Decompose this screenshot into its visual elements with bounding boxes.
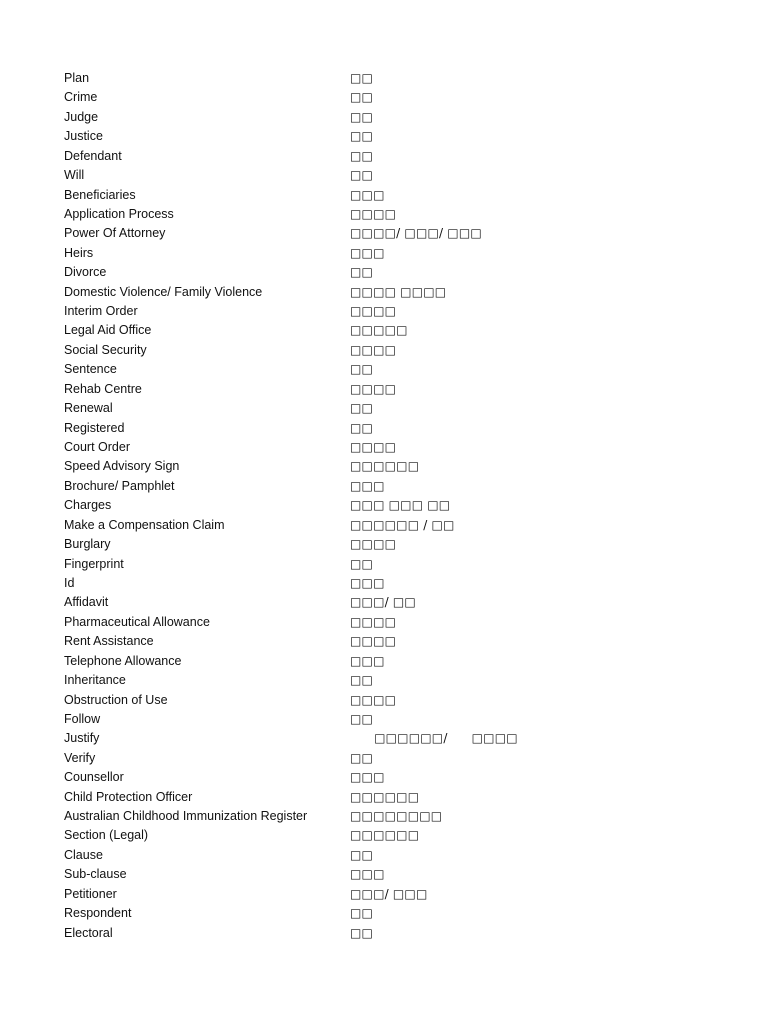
term-cell: Crime	[64, 90, 98, 105]
glossary-row	[64, 108, 704, 127]
translation-cell: □□	[350, 420, 374, 435]
term-cell: Electoral	[64, 925, 113, 940]
translation-cell: □□	[350, 148, 374, 163]
term-cell: Telephone Allowance	[64, 653, 182, 668]
translation-cell: □□	[350, 265, 374, 280]
glossary-row	[64, 535, 704, 554]
term-cell: Obstruction of Use	[64, 692, 168, 707]
term-cell: Application Process	[64, 206, 174, 221]
translation-cell: □□□□	[350, 614, 397, 629]
glossary-row	[64, 710, 704, 729]
glossary-row	[64, 749, 704, 768]
term-cell: Justice	[64, 129, 103, 144]
translation-cell: □□□□□	[350, 323, 408, 338]
term-cell: Sub-clause	[64, 867, 127, 882]
term-cell: Brochure/ Pamphlet	[64, 478, 175, 493]
glossary-row	[64, 399, 704, 418]
term-cell: Defendant	[64, 148, 122, 163]
term-cell: Interim Order	[64, 304, 138, 319]
translation-cell: □□□	[350, 478, 385, 493]
term-cell: Divorce	[64, 265, 107, 280]
translation-cell: □□□□	[350, 537, 397, 552]
translation-cell: □□	[350, 71, 374, 85]
translation-cell: □□	[350, 750, 374, 765]
translation-cell: □□	[350, 109, 374, 124]
glossary-row	[64, 516, 704, 535]
glossary-row	[64, 632, 704, 651]
term-cell: Fingerprint	[64, 556, 124, 571]
translation-cell: □□□□	[350, 206, 397, 221]
term-cell: Affidavit	[64, 595, 109, 610]
glossary-row	[64, 613, 704, 632]
translation-cell: □□	[350, 906, 374, 921]
glossary-row	[64, 904, 704, 923]
term-cell: Respondent	[64, 906, 132, 921]
translation-cell: □□□□	[350, 381, 397, 396]
glossary-row	[64, 69, 704, 88]
glossary-row	[64, 885, 704, 904]
term-cell: Beneficiaries	[64, 187, 136, 202]
glossary-row	[64, 341, 704, 360]
glossary-row	[64, 205, 704, 224]
translation-cell: □□	[350, 673, 374, 688]
glossary-row	[64, 788, 704, 807]
glossary-row	[64, 768, 704, 787]
glossary-row	[64, 574, 704, 593]
translation-cell: □□□□ □□□□	[350, 284, 447, 299]
glossary-row	[64, 244, 704, 263]
term-cell: Social Security	[64, 342, 147, 357]
term-cell: Follow	[64, 711, 101, 726]
translation-cell: □□□/ □□	[350, 595, 416, 610]
term-cell: Id	[64, 575, 75, 590]
glossary-row	[64, 166, 704, 185]
translation-cell: □□	[350, 90, 374, 105]
translation-cell: □□	[350, 556, 374, 571]
term-cell: Australian Childhood Immunization Register	[64, 809, 308, 824]
translation-cell: □□□	[350, 770, 385, 785]
glossary-row	[64, 496, 704, 515]
translation-cell: □□□□	[350, 304, 397, 319]
term-cell: Court Order	[64, 440, 130, 455]
glossary-row	[64, 263, 704, 282]
glossary-row	[64, 826, 704, 845]
term-cell: Renewal	[64, 401, 113, 416]
term-cell: Inheritance	[64, 673, 126, 688]
term-cell: Child Protection Officer	[64, 789, 193, 804]
glossary-row	[64, 846, 704, 865]
glossary-row	[64, 671, 704, 690]
translation-cell: □□□□□□ / □□	[350, 517, 455, 532]
glossary-row	[64, 321, 704, 340]
term-cell: Rent Assistance	[64, 634, 154, 649]
translation-cell: □□□/ □□□	[350, 886, 428, 901]
glossary-table	[64, 69, 704, 943]
glossary-row	[64, 224, 704, 243]
term-cell: Speed Advisory Sign	[64, 459, 180, 474]
translation-cell: □□	[350, 401, 374, 416]
term-cell: Rehab Centre	[64, 381, 142, 396]
translation-cell: □□□□□□	[350, 828, 420, 843]
translation-cell: □□□□	[350, 342, 397, 357]
translation-cell: □□□ □□□ □□	[350, 498, 451, 513]
term-cell: Burglary	[64, 537, 111, 552]
term-cell: Petitioner	[64, 886, 117, 901]
translation-cell: □□□□	[350, 634, 397, 649]
glossary-row	[64, 360, 704, 379]
term-cell: Verify	[64, 750, 96, 765]
term-cell: Plan	[64, 71, 90, 85]
term-cell: Make a Compensation Claim	[64, 517, 225, 532]
glossary-row	[64, 380, 704, 399]
translation-cell: □□□	[350, 575, 385, 590]
term-cell: Counsellor	[64, 770, 124, 785]
translation-cell: □□	[350, 129, 374, 144]
translation-cell: □□□□□□	[350, 789, 420, 804]
translation-cell: □□	[350, 847, 374, 862]
term-cell: Registered	[64, 420, 125, 435]
term-cell: Legal Aid Office	[64, 323, 152, 338]
translation-cell: □□□□	[350, 440, 397, 455]
glossary-row	[64, 691, 704, 710]
term-cell: Section (Legal)	[64, 828, 149, 843]
term-cell: Will	[64, 168, 85, 183]
translation-cell: □□	[350, 925, 374, 940]
translation-cell: □□□□□□	[350, 459, 420, 474]
glossary-row	[64, 729, 704, 748]
term-cell: Heirs	[64, 245, 94, 260]
glossary-row	[64, 127, 704, 146]
glossary-row	[64, 283, 704, 302]
term-cell: Power Of Attorney	[64, 226, 166, 241]
glossary-row	[64, 419, 704, 438]
translation-cell: □□□	[350, 187, 385, 202]
glossary-row	[64, 807, 704, 826]
translation-cell: □□□□□□/ □□□□	[350, 731, 518, 746]
term-cell: Judge	[64, 109, 99, 124]
glossary-row	[64, 865, 704, 884]
term-cell: Clause	[64, 847, 103, 862]
translation-cell: □□□□□□□□	[350, 809, 443, 824]
term-cell: Pharmaceutical Allowance	[64, 614, 210, 629]
term-cell: Justify	[64, 731, 100, 746]
translation-cell: □□□	[350, 867, 385, 882]
translation-cell: □□	[350, 168, 374, 183]
term-cell: Sentence	[64, 362, 117, 377]
glossary-row	[64, 302, 704, 321]
glossary-row	[64, 457, 704, 476]
translation-cell: □□□□	[350, 692, 397, 707]
translation-cell: □□□□/ □□□/ □□□	[350, 226, 482, 241]
term-cell: Charges	[64, 498, 112, 513]
glossary-row	[64, 477, 704, 496]
translation-cell: □□□	[350, 653, 385, 668]
glossary-row	[64, 593, 704, 612]
glossary-row	[64, 438, 704, 457]
glossary-row	[64, 186, 704, 205]
translation-cell: □□	[350, 362, 374, 377]
glossary-row	[64, 88, 704, 107]
translation-cell: □□□	[350, 245, 385, 260]
glossary-row	[64, 924, 704, 943]
translation-cell: □□	[350, 711, 374, 726]
term-cell: Domestic Violence/ Family Violence	[64, 284, 263, 299]
glossary-row	[64, 652, 704, 671]
glossary-row	[64, 147, 704, 166]
glossary-row	[64, 555, 704, 574]
